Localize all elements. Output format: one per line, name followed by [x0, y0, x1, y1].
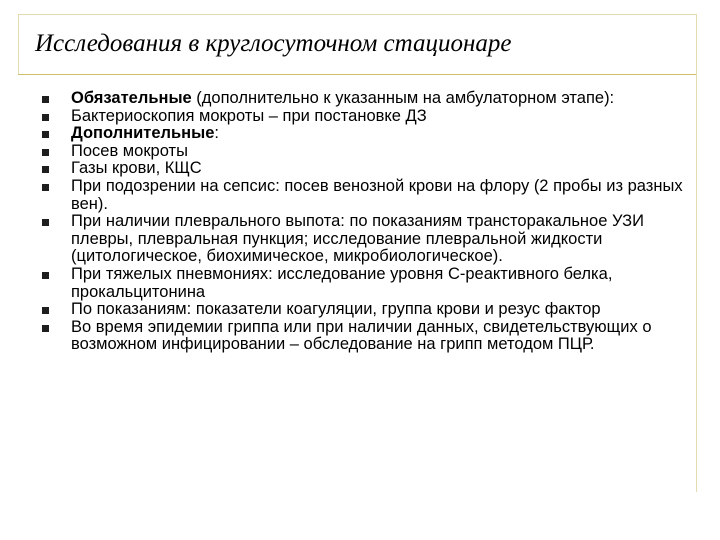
- bullet-list: [40, 90, 690, 354]
- bullet-strong: Обязательные: [71, 89, 192, 107]
- bullet-text: Во время эпидемии гриппа или при наличии данных, свидетельствующих о возможном инфицировании – обследование на грипп методом ПЦР.: [71, 317, 652, 354]
- bullet-rest: (дополнительно к указанным на амбулаторном этапе):: [191, 89, 615, 107]
- square-bullet-icon: [42, 131, 49, 138]
- slide-title: Исследования в круглосуточном стационаре: [35, 30, 512, 57]
- bullet-text: По показаниям: показатели коагуляции, группа крови и резус фактор: [71, 300, 601, 319]
- list-item: [40, 125, 690, 143]
- frame-top-line: [18, 14, 696, 15]
- bullet-text: При подозрении на сепсис: посев венозной крови на флору (2 пробы из разных вен).: [71, 176, 683, 213]
- frame-right-line: [696, 14, 697, 492]
- list-item: [40, 143, 690, 161]
- list-item: [40, 266, 690, 301]
- bullet-text: [71, 124, 219, 142]
- list-item: [40, 213, 690, 266]
- square-bullet-icon: [42, 184, 49, 191]
- bullet-text: Газы крови, КЩС: [71, 159, 202, 178]
- square-bullet-icon: [42, 166, 49, 173]
- bullet-text: [71, 89, 614, 107]
- square-bullet-icon: [42, 307, 49, 314]
- bullet-text: Бактериоскопия мокроты – при постановке ДЗ: [71, 106, 427, 125]
- list-item: [40, 178, 690, 213]
- square-bullet-icon: [42, 325, 49, 332]
- square-bullet-icon: [42, 272, 49, 279]
- list-item: [40, 90, 690, 108]
- list-item: [40, 108, 690, 126]
- square-bullet-icon: [42, 114, 49, 121]
- square-bullet-icon: [42, 96, 49, 103]
- list-item: [40, 319, 690, 354]
- bullet-text: Посев мокроты: [71, 141, 188, 160]
- square-bullet-icon: [42, 219, 49, 226]
- bullet-strong: Дополнительные: [71, 124, 215, 143]
- list-item: [40, 160, 690, 178]
- bullet-text: При наличии плеврального выпота: по показаниям трансторакальное УЗИ плевры, плевральная пункция; исследование плевральной жидкости (цитологическое, биохимическое, микробиологическое).: [71, 212, 644, 266]
- list-item: [40, 301, 690, 319]
- frame-left-line: [18, 14, 19, 74]
- title-underline: [18, 74, 696, 75]
- bullet-text: При тяжелых пневмониях: исследование уровня С-реактивного белка, прокальцитонина: [71, 264, 613, 301]
- bullet-rest: :: [214, 124, 219, 143]
- square-bullet-icon: [42, 149, 49, 156]
